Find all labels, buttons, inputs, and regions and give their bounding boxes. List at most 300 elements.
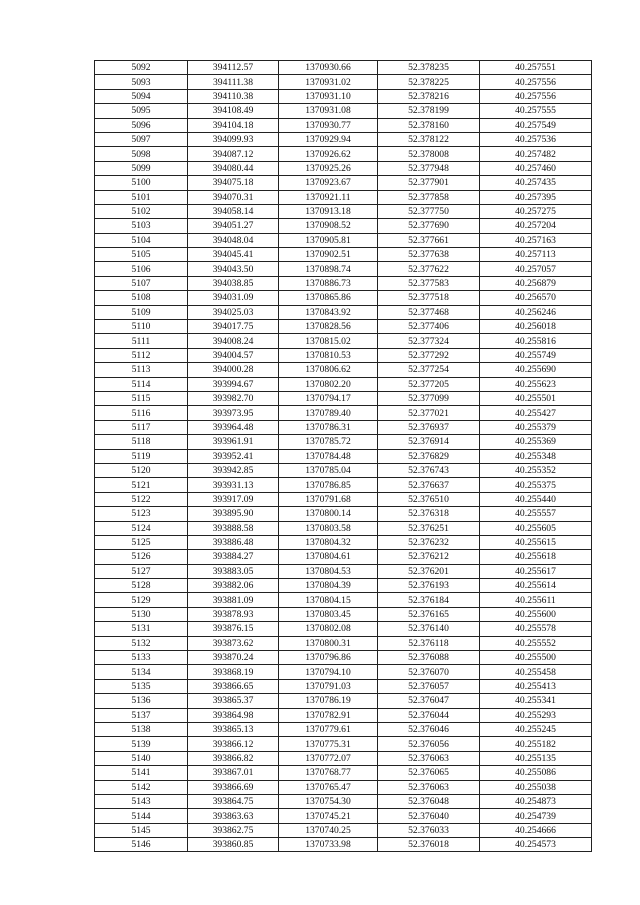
longitude-cell: 40.255617 <box>480 564 592 578</box>
point-number-cell: 5111 <box>95 334 188 348</box>
x-coordinate-cell: 393964.48 <box>188 420 279 434</box>
point-number-cell: 5136 <box>95 694 188 708</box>
point-number-cell: 5124 <box>95 521 188 535</box>
longitude-cell: 40.257460 <box>480 161 592 175</box>
x-coordinate-cell: 393878.93 <box>188 607 279 621</box>
longitude-cell: 40.255618 <box>480 550 592 564</box>
point-number-cell: 5104 <box>95 233 188 247</box>
y-coordinate-cell: 1370785.72 <box>279 435 378 449</box>
table-row <box>95 737 592 751</box>
point-number-cell: 5097 <box>95 132 188 146</box>
y-coordinate-cell: 1370929.94 <box>279 132 378 146</box>
longitude-cell: 40.257555 <box>480 104 592 118</box>
y-coordinate-cell: 1370804.15 <box>279 593 378 607</box>
longitude-cell: 40.257204 <box>480 219 592 233</box>
y-coordinate-cell: 1370843.92 <box>279 305 378 319</box>
x-coordinate-cell: 393881.09 <box>188 593 279 607</box>
table-row <box>95 147 592 161</box>
point-number-cell: 5108 <box>95 291 188 305</box>
y-coordinate-cell: 1370800.31 <box>279 636 378 650</box>
latitude-cell: 52.376063 <box>378 780 480 794</box>
point-number-cell: 5144 <box>95 809 188 823</box>
y-coordinate-cell: 1370865.86 <box>279 291 378 305</box>
x-coordinate-cell: 394075.18 <box>188 176 279 190</box>
table-row <box>95 607 592 621</box>
y-coordinate-cell: 1370886.73 <box>279 276 378 290</box>
longitude-cell: 40.257536 <box>480 132 592 146</box>
x-coordinate-cell: 393868.19 <box>188 665 279 679</box>
point-number-cell: 5094 <box>95 89 188 103</box>
table-row <box>95 564 592 578</box>
point-number-cell: 5125 <box>95 535 188 549</box>
table-row <box>95 176 592 190</box>
latitude-cell: 52.376937 <box>378 420 480 434</box>
table-row <box>95 219 592 233</box>
table-row <box>95 348 592 362</box>
x-coordinate-cell: 393994.67 <box>188 377 279 391</box>
latitude-cell: 52.376251 <box>378 521 480 535</box>
latitude-cell: 52.378122 <box>378 132 480 146</box>
point-number-cell: 5102 <box>95 204 188 218</box>
table-row <box>95 823 592 837</box>
table-row <box>95 248 592 262</box>
y-coordinate-cell: 1370925.26 <box>279 161 378 175</box>
table-row <box>95 406 592 420</box>
longitude-cell: 40.256246 <box>480 305 592 319</box>
y-coordinate-cell: 1370786.19 <box>279 694 378 708</box>
x-coordinate-cell: 394025.03 <box>188 305 279 319</box>
table-row <box>95 118 592 132</box>
point-number-cell: 5117 <box>95 420 188 434</box>
table-row <box>95 679 592 693</box>
point-number-cell: 5092 <box>95 61 188 75</box>
latitude-cell: 52.376070 <box>378 665 480 679</box>
longitude-cell: 40.255375 <box>480 478 592 492</box>
longitude-cell: 40.255135 <box>480 751 592 765</box>
x-coordinate-cell: 393895.90 <box>188 507 279 521</box>
y-coordinate-cell: 1370789.40 <box>279 406 378 420</box>
y-coordinate-cell: 1370785.04 <box>279 463 378 477</box>
x-coordinate-cell: 394038.85 <box>188 276 279 290</box>
y-coordinate-cell: 1370806.62 <box>279 363 378 377</box>
x-coordinate-cell: 393864.75 <box>188 794 279 808</box>
y-coordinate-cell: 1370782.91 <box>279 708 378 722</box>
longitude-cell: 40.255427 <box>480 406 592 420</box>
latitude-cell: 52.376212 <box>378 550 480 564</box>
latitude-cell: 52.376088 <box>378 651 480 665</box>
table-row <box>95 104 592 118</box>
table-row <box>95 766 592 780</box>
latitude-cell: 52.376065 <box>378 766 480 780</box>
point-number-cell: 5132 <box>95 636 188 650</box>
coordinates-table-body <box>95 61 592 852</box>
longitude-cell: 40.255293 <box>480 708 592 722</box>
latitude-cell: 52.377750 <box>378 204 480 218</box>
point-number-cell: 5116 <box>95 406 188 420</box>
point-number-cell: 5140 <box>95 751 188 765</box>
table-row <box>95 334 592 348</box>
latitude-cell: 52.376057 <box>378 679 480 693</box>
point-number-cell: 5118 <box>95 435 188 449</box>
table-row <box>95 838 592 852</box>
x-coordinate-cell: 394043.50 <box>188 262 279 276</box>
longitude-cell: 40.255379 <box>480 420 592 434</box>
table-row <box>95 435 592 449</box>
point-number-cell: 5121 <box>95 478 188 492</box>
latitude-cell: 52.377518 <box>378 291 480 305</box>
point-number-cell: 5146 <box>95 838 188 852</box>
table-row <box>95 478 592 492</box>
x-coordinate-cell: 393866.69 <box>188 780 279 794</box>
point-number-cell: 5127 <box>95 564 188 578</box>
point-number-cell: 5128 <box>95 579 188 593</box>
y-coordinate-cell: 1370804.39 <box>279 579 378 593</box>
table-row <box>95 579 592 593</box>
latitude-cell: 52.377622 <box>378 262 480 276</box>
y-coordinate-cell: 1370765.47 <box>279 780 378 794</box>
latitude-cell: 52.376637 <box>378 478 480 492</box>
longitude-cell: 40.255038 <box>480 780 592 794</box>
latitude-cell: 52.377292 <box>378 348 480 362</box>
x-coordinate-cell: 393864.98 <box>188 708 279 722</box>
longitude-cell: 40.257057 <box>480 262 592 276</box>
table-row <box>95 89 592 103</box>
table-row <box>95 694 592 708</box>
table-row <box>95 535 592 549</box>
y-coordinate-cell: 1370786.31 <box>279 420 378 434</box>
y-coordinate-cell: 1370796.86 <box>279 651 378 665</box>
longitude-cell: 40.256570 <box>480 291 592 305</box>
y-coordinate-cell: 1370802.08 <box>279 622 378 636</box>
table-row <box>95 651 592 665</box>
point-number-cell: 5112 <box>95 348 188 362</box>
x-coordinate-cell: 393952.41 <box>188 449 279 463</box>
point-number-cell: 5129 <box>95 593 188 607</box>
latitude-cell: 52.378216 <box>378 89 480 103</box>
y-coordinate-cell: 1370930.66 <box>279 61 378 75</box>
point-number-cell: 5134 <box>95 665 188 679</box>
longitude-cell: 40.255369 <box>480 435 592 449</box>
longitude-cell: 40.254573 <box>480 838 592 852</box>
x-coordinate-cell: 394045.41 <box>188 248 279 262</box>
latitude-cell: 52.378235 <box>378 61 480 75</box>
longitude-cell: 40.255816 <box>480 334 592 348</box>
y-coordinate-cell: 1370779.61 <box>279 722 378 736</box>
y-coordinate-cell: 1370800.14 <box>279 507 378 521</box>
y-coordinate-cell: 1370733.98 <box>279 838 378 852</box>
longitude-cell: 40.255749 <box>480 348 592 362</box>
point-number-cell: 5109 <box>95 305 188 319</box>
longitude-cell: 40.256879 <box>480 276 592 290</box>
x-coordinate-cell: 393866.82 <box>188 751 279 765</box>
x-coordinate-cell: 393982.70 <box>188 391 279 405</box>
x-coordinate-cell: 394004.57 <box>188 348 279 362</box>
y-coordinate-cell: 1370815.02 <box>279 334 378 348</box>
x-coordinate-cell: 393873.62 <box>188 636 279 650</box>
y-coordinate-cell: 1370784.48 <box>279 449 378 463</box>
table-row <box>95 593 592 607</box>
x-coordinate-cell: 393863.63 <box>188 809 279 823</box>
point-number-cell: 5123 <box>95 507 188 521</box>
latitude-cell: 52.376184 <box>378 593 480 607</box>
point-number-cell: 5130 <box>95 607 188 621</box>
longitude-cell: 40.255614 <box>480 579 592 593</box>
table-row <box>95 276 592 290</box>
y-coordinate-cell: 1370775.31 <box>279 737 378 751</box>
x-coordinate-cell: 394017.75 <box>188 320 279 334</box>
point-number-cell: 5139 <box>95 737 188 751</box>
y-coordinate-cell: 1370902.51 <box>279 248 378 262</box>
latitude-cell: 52.377858 <box>378 190 480 204</box>
y-coordinate-cell: 1370926.62 <box>279 147 378 161</box>
longitude-cell: 40.255611 <box>480 593 592 607</box>
x-coordinate-cell: 393865.37 <box>188 694 279 708</box>
y-coordinate-cell: 1370754.30 <box>279 794 378 808</box>
y-coordinate-cell: 1370931.08 <box>279 104 378 118</box>
x-coordinate-cell: 394112.57 <box>188 61 279 75</box>
y-coordinate-cell: 1370794.17 <box>279 391 378 405</box>
coordinates-table <box>94 60 592 852</box>
latitude-cell: 52.376018 <box>378 838 480 852</box>
x-coordinate-cell: 393961.91 <box>188 435 279 449</box>
point-number-cell: 5113 <box>95 363 188 377</box>
x-coordinate-cell: 393866.12 <box>188 737 279 751</box>
point-number-cell: 5135 <box>95 679 188 693</box>
longitude-cell: 40.256018 <box>480 320 592 334</box>
latitude-cell: 52.378008 <box>378 147 480 161</box>
y-coordinate-cell: 1370791.03 <box>279 679 378 693</box>
x-coordinate-cell: 394110.38 <box>188 89 279 103</box>
longitude-cell: 40.255605 <box>480 521 592 535</box>
table-row <box>95 780 592 794</box>
table-row <box>95 622 592 636</box>
longitude-cell: 40.257482 <box>480 147 592 161</box>
x-coordinate-cell: 394058.14 <box>188 204 279 218</box>
longitude-cell: 40.255500 <box>480 651 592 665</box>
longitude-cell: 40.255557 <box>480 507 592 521</box>
table-row <box>95 190 592 204</box>
latitude-cell: 52.376046 <box>378 722 480 736</box>
x-coordinate-cell: 393917.09 <box>188 492 279 506</box>
longitude-cell: 40.257163 <box>480 233 592 247</box>
latitude-cell: 52.377205 <box>378 377 480 391</box>
table-row <box>95 636 592 650</box>
table-row <box>95 363 592 377</box>
x-coordinate-cell: 394108.49 <box>188 104 279 118</box>
longitude-cell: 40.255440 <box>480 492 592 506</box>
y-coordinate-cell: 1370804.53 <box>279 564 378 578</box>
table-row <box>95 391 592 405</box>
point-number-cell: 5137 <box>95 708 188 722</box>
x-coordinate-cell: 394104.18 <box>188 118 279 132</box>
x-coordinate-cell: 393883.05 <box>188 564 279 578</box>
latitude-cell: 52.378225 <box>378 75 480 89</box>
longitude-cell: 40.257549 <box>480 118 592 132</box>
point-number-cell: 5096 <box>95 118 188 132</box>
y-coordinate-cell: 1370898.74 <box>279 262 378 276</box>
point-number-cell: 5107 <box>95 276 188 290</box>
latitude-cell: 52.376044 <box>378 708 480 722</box>
y-coordinate-cell: 1370828.56 <box>279 320 378 334</box>
y-coordinate-cell: 1370908.52 <box>279 219 378 233</box>
longitude-cell: 40.255182 <box>480 737 592 751</box>
longitude-cell: 40.255615 <box>480 535 592 549</box>
y-coordinate-cell: 1370905.81 <box>279 233 378 247</box>
y-coordinate-cell: 1370804.61 <box>279 550 378 564</box>
table-row <box>95 794 592 808</box>
y-coordinate-cell: 1370913.18 <box>279 204 378 218</box>
longitude-cell: 40.255352 <box>480 463 592 477</box>
point-number-cell: 5142 <box>95 780 188 794</box>
longitude-cell: 40.254873 <box>480 794 592 808</box>
x-coordinate-cell: 393876.15 <box>188 622 279 636</box>
longitude-cell: 40.255348 <box>480 449 592 463</box>
latitude-cell: 52.376048 <box>378 794 480 808</box>
longitude-cell: 40.257435 <box>480 176 592 190</box>
point-number-cell: 5133 <box>95 651 188 665</box>
table-row <box>95 420 592 434</box>
y-coordinate-cell: 1370802.20 <box>279 377 378 391</box>
x-coordinate-cell: 394031.09 <box>188 291 279 305</box>
y-coordinate-cell: 1370803.45 <box>279 607 378 621</box>
x-coordinate-cell: 394087.12 <box>188 147 279 161</box>
x-coordinate-cell: 393870.24 <box>188 651 279 665</box>
longitude-cell: 40.254739 <box>480 809 592 823</box>
longitude-cell: 40.255501 <box>480 391 592 405</box>
point-number-cell: 5101 <box>95 190 188 204</box>
x-coordinate-cell: 393860.85 <box>188 838 279 852</box>
y-coordinate-cell: 1370931.10 <box>279 89 378 103</box>
point-number-cell: 5126 <box>95 550 188 564</box>
point-number-cell: 5141 <box>95 766 188 780</box>
x-coordinate-cell: 394111.38 <box>188 75 279 89</box>
latitude-cell: 52.376140 <box>378 622 480 636</box>
latitude-cell: 52.376914 <box>378 435 480 449</box>
latitude-cell: 52.376743 <box>378 463 480 477</box>
latitude-cell: 52.377661 <box>378 233 480 247</box>
longitude-cell: 40.255458 <box>480 665 592 679</box>
longitude-cell: 40.257551 <box>480 61 592 75</box>
x-coordinate-cell: 393862.75 <box>188 823 279 837</box>
point-number-cell: 5115 <box>95 391 188 405</box>
x-coordinate-cell: 394070.31 <box>188 190 279 204</box>
x-coordinate-cell: 393942.85 <box>188 463 279 477</box>
table-row <box>95 377 592 391</box>
latitude-cell: 52.376040 <box>378 809 480 823</box>
x-coordinate-cell: 394008.24 <box>188 334 279 348</box>
longitude-cell: 40.257113 <box>480 248 592 262</box>
longitude-cell: 40.255413 <box>480 679 592 693</box>
point-number-cell: 5122 <box>95 492 188 506</box>
point-number-cell: 5105 <box>95 248 188 262</box>
table-row <box>95 291 592 305</box>
latitude-cell: 52.377406 <box>378 320 480 334</box>
point-number-cell: 5093 <box>95 75 188 89</box>
table-row <box>95 463 592 477</box>
y-coordinate-cell: 1370923.67 <box>279 176 378 190</box>
longitude-cell: 40.255623 <box>480 377 592 391</box>
latitude-cell: 52.376232 <box>378 535 480 549</box>
y-coordinate-cell: 1370791.68 <box>279 492 378 506</box>
table-row <box>95 722 592 736</box>
latitude-cell: 52.377099 <box>378 391 480 405</box>
longitude-cell: 40.255690 <box>480 363 592 377</box>
x-coordinate-cell: 393886.48 <box>188 535 279 549</box>
longitude-cell: 40.255578 <box>480 622 592 636</box>
x-coordinate-cell: 394051.27 <box>188 219 279 233</box>
longitude-cell: 40.257275 <box>480 204 592 218</box>
latitude-cell: 52.377948 <box>378 161 480 175</box>
y-coordinate-cell: 1370786.85 <box>279 478 378 492</box>
table-row <box>95 233 592 247</box>
point-number-cell: 5100 <box>95 176 188 190</box>
table-row <box>95 132 592 146</box>
latitude-cell: 52.376118 <box>378 636 480 650</box>
latitude-cell: 52.377468 <box>378 305 480 319</box>
point-number-cell: 5103 <box>95 219 188 233</box>
latitude-cell: 52.378199 <box>378 104 480 118</box>
point-number-cell: 5145 <box>95 823 188 837</box>
x-coordinate-cell: 393888.58 <box>188 521 279 535</box>
latitude-cell: 52.377254 <box>378 363 480 377</box>
table-row <box>95 75 592 89</box>
table-row <box>95 449 592 463</box>
point-number-cell: 5098 <box>95 147 188 161</box>
longitude-cell: 40.255600 <box>480 607 592 621</box>
latitude-cell: 52.377690 <box>378 219 480 233</box>
latitude-cell: 52.377638 <box>378 248 480 262</box>
x-coordinate-cell: 393973.95 <box>188 406 279 420</box>
table-row <box>95 521 592 535</box>
longitude-cell: 40.255341 <box>480 694 592 708</box>
table-row <box>95 809 592 823</box>
x-coordinate-cell: 393884.27 <box>188 550 279 564</box>
table-row <box>95 507 592 521</box>
latitude-cell: 52.376201 <box>378 564 480 578</box>
table-row <box>95 708 592 722</box>
point-number-cell: 5138 <box>95 722 188 736</box>
latitude-cell: 52.377324 <box>378 334 480 348</box>
x-coordinate-cell: 394000.28 <box>188 363 279 377</box>
y-coordinate-cell: 1370921.11 <box>279 190 378 204</box>
x-coordinate-cell: 394099.93 <box>188 132 279 146</box>
table-row <box>95 61 592 75</box>
y-coordinate-cell: 1370794.10 <box>279 665 378 679</box>
latitude-cell: 52.376829 <box>378 449 480 463</box>
y-coordinate-cell: 1370810.53 <box>279 348 378 362</box>
longitude-cell: 40.255086 <box>480 766 592 780</box>
point-number-cell: 5099 <box>95 161 188 175</box>
point-number-cell: 5143 <box>95 794 188 808</box>
point-number-cell: 5119 <box>95 449 188 463</box>
point-number-cell: 5120 <box>95 463 188 477</box>
latitude-cell: 52.377583 <box>378 276 480 290</box>
latitude-cell: 52.378160 <box>378 118 480 132</box>
x-coordinate-cell: 393931.13 <box>188 478 279 492</box>
table-row <box>95 262 592 276</box>
latitude-cell: 52.376510 <box>378 492 480 506</box>
longitude-cell: 40.254666 <box>480 823 592 837</box>
table-row <box>95 305 592 319</box>
y-coordinate-cell: 1370740.25 <box>279 823 378 837</box>
longitude-cell: 40.257395 <box>480 190 592 204</box>
point-number-cell: 5095 <box>95 104 188 118</box>
y-coordinate-cell: 1370931.02 <box>279 75 378 89</box>
latitude-cell: 52.376318 <box>378 507 480 521</box>
point-number-cell: 5106 <box>95 262 188 276</box>
table-row <box>95 492 592 506</box>
latitude-cell: 52.376047 <box>378 694 480 708</box>
